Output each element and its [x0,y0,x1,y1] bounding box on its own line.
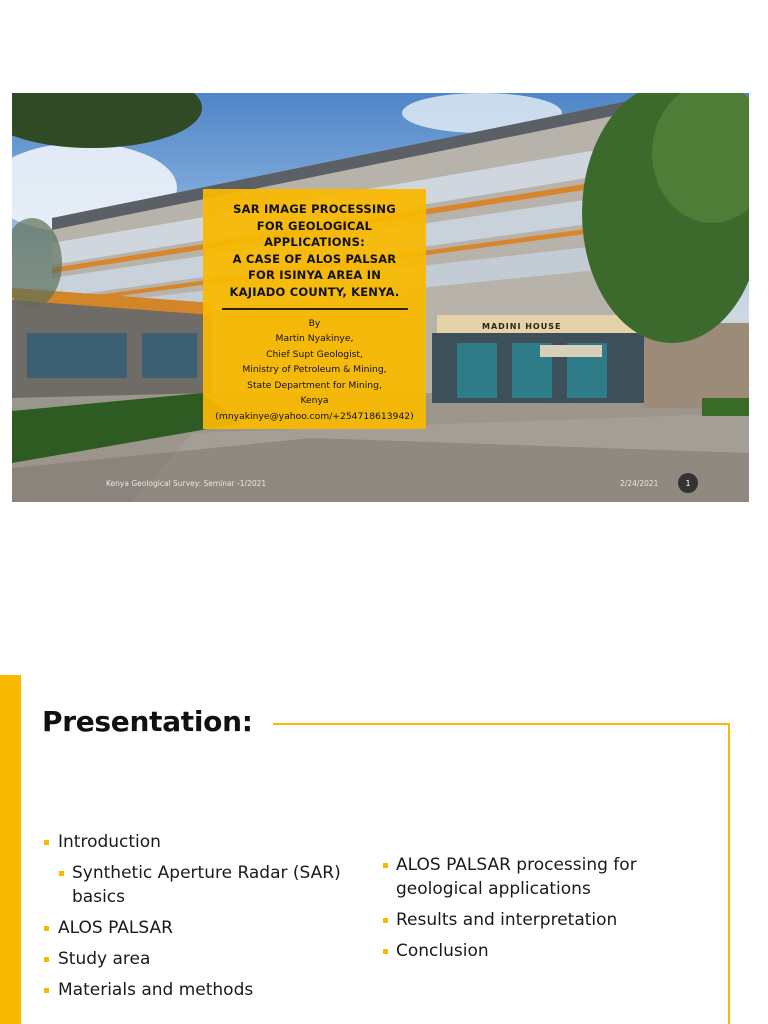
presentation-title [203,201,426,300]
title-line: APPLICATIONS: [264,235,365,249]
author-line: Kenya [300,395,329,406]
agenda-list-right [383,853,713,963]
agenda-slide [0,675,768,1024]
author-line: State Department for Mining, [247,379,382,391]
list-item [44,916,364,940]
author-line: Ministry of Petroleum & Mining, [242,364,387,375]
madini-sign: MADINI HOUSE [482,322,562,331]
accent-bar [0,675,21,1024]
slide-date: 2/24/2021 [620,479,659,488]
list-item-text: Synthetic Aperture Radar (SAR) basics [72,863,341,907]
bullet-icon [44,840,49,845]
title-slide [12,93,749,502]
list-item [383,853,713,901]
list-item-text: Introduction [58,832,161,852]
bullet-icon [383,949,388,954]
title-line: KAJIADO COUNTY, KENYA. [229,284,400,299]
list-item [44,978,364,1002]
agenda-list-left [44,830,364,1002]
author-line: Chief Supt Geologist, [266,348,363,360]
bullet-icon [59,871,64,876]
list-item-text: Materials and methods [58,980,254,1000]
list-item [44,830,364,854]
list-item [383,939,713,963]
title-divider [222,308,408,310]
list-item-text: ALOS PALSAR [58,918,173,938]
list-item [44,947,364,971]
title-line: A CASE OF ALOS PALSAR [232,251,397,266]
bullet-icon [44,926,49,931]
title-box [203,189,426,429]
bullet-icon [383,918,388,923]
author-contact: (mnyakinye@yahoo.com/+254718613942) [215,410,414,422]
bullet-icon [44,957,49,962]
title-line: FOR ISINYA AREA IN [247,268,382,282]
list-item-text: Results and interpretation [396,910,618,930]
title-line: SAR IMAGE PROCESSING [233,202,396,216]
frame-top-line [273,723,730,725]
frame-right-line [728,723,730,1024]
author-line: Martin Nyakinye, [275,333,354,344]
list-item-text: Study area [58,949,151,969]
list-item-text: Conclusion [396,941,489,961]
author-line: By [308,317,321,329]
list-item-text: ALOS PALSAR processing for geological applications [396,855,637,899]
slide-title: Presentation: [42,705,253,738]
list-item [383,908,713,932]
bullet-icon [383,863,388,868]
bullet-icon [44,988,49,993]
page-number: 1 [678,473,698,493]
slide-footer: Kenya Geological Survey: Seminar -1/2021 [106,479,267,488]
title-line: FOR GEOLOGICAL [256,218,373,233]
list-item [44,861,364,909]
author-block [203,316,426,425]
